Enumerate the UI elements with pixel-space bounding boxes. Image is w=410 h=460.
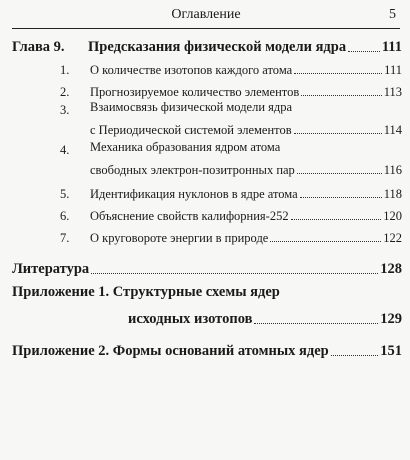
leader-dots: [91, 272, 378, 274]
section-title-line2: свободных электрон-позитронных пар: [90, 163, 295, 177]
leader-dots: [348, 50, 380, 52]
page-number: 151: [380, 343, 402, 359]
toc-section-6[interactable]: [12, 202, 402, 224]
page-number: 122: [383, 231, 402, 245]
leader-dots: [300, 196, 382, 198]
toc-section-5[interactable]: [12, 180, 402, 202]
section-title: Прогнозируемое количество элементов: [90, 85, 300, 99]
section-title-line2: с Периодической системой элементов: [90, 123, 292, 137]
section-number: 1.: [60, 63, 70, 77]
running-header: [12, 6, 400, 29]
leader-dots: [294, 132, 382, 134]
toc-section-3[interactable]: [12, 100, 402, 140]
leader-dots: [270, 240, 381, 242]
page-number: 116: [383, 163, 402, 177]
table-of-contents: [12, 34, 402, 360]
toc-appendix-2[interactable]: [12, 330, 402, 360]
section-title: О круговороте энергии в природе: [90, 231, 269, 245]
section-title: Идентификация нуклонов в ядре атома: [90, 187, 298, 201]
toc-chapter-9[interactable]: [12, 34, 402, 56]
page-number: 129: [380, 311, 402, 327]
toc-literature[interactable]: [12, 246, 402, 278]
page-number: 118: [383, 187, 402, 201]
page-number: 120: [383, 209, 402, 223]
chapter-title: Предсказания физической модели ядра: [88, 39, 347, 55]
toc-section-2[interactable]: [12, 78, 402, 100]
section-title-line1: Взаимосвязь физической модели ядра: [90, 100, 293, 114]
leader-dots: [301, 94, 381, 96]
page-number: 128: [380, 261, 402, 277]
header-title: Оглавление: [171, 7, 241, 22]
section-number: 7.: [60, 231, 70, 245]
leader-dots: [291, 218, 382, 220]
section-number: 2.: [60, 85, 70, 99]
appendix-title-line2: исходных изотопов: [128, 311, 253, 327]
chapter-label: Глава 9.: [12, 39, 65, 55]
section-number: 3.: [60, 103, 70, 117]
page-number: 111: [381, 39, 402, 55]
section-title: Объяснение свойств калифорния-252: [90, 209, 289, 223]
toc-section-7[interactable]: [12, 224, 402, 246]
page-number: 111: [384, 63, 402, 77]
section-number: 6.: [60, 209, 70, 223]
toc-appendix-1[interactable]: [12, 284, 402, 330]
section-number: 4.: [60, 143, 70, 157]
appendix-2-title: Приложение 2. Формы оснований атомных ядер: [12, 343, 329, 359]
leader-dots: [254, 322, 378, 324]
appendix-label: Приложение 1.: [12, 284, 110, 300]
appendix-title-line1: Структурные схемы ядер: [112, 284, 280, 300]
section-title: О количестве изотопов каждого атома: [90, 63, 293, 77]
section-number: 5.: [60, 187, 70, 201]
leader-dots: [297, 172, 382, 174]
toc-section-1[interactable]: [12, 56, 402, 78]
literature-title: Литература: [12, 261, 90, 277]
toc-section-4[interactable]: [12, 140, 402, 180]
page-number: 113: [383, 85, 402, 99]
section-title-line1: Механика образования ядром атома: [90, 140, 281, 154]
header-page-number: 5: [389, 7, 396, 22]
page-number: 114: [383, 123, 402, 137]
leader-dots: [331, 354, 379, 356]
leader-dots: [294, 72, 382, 74]
